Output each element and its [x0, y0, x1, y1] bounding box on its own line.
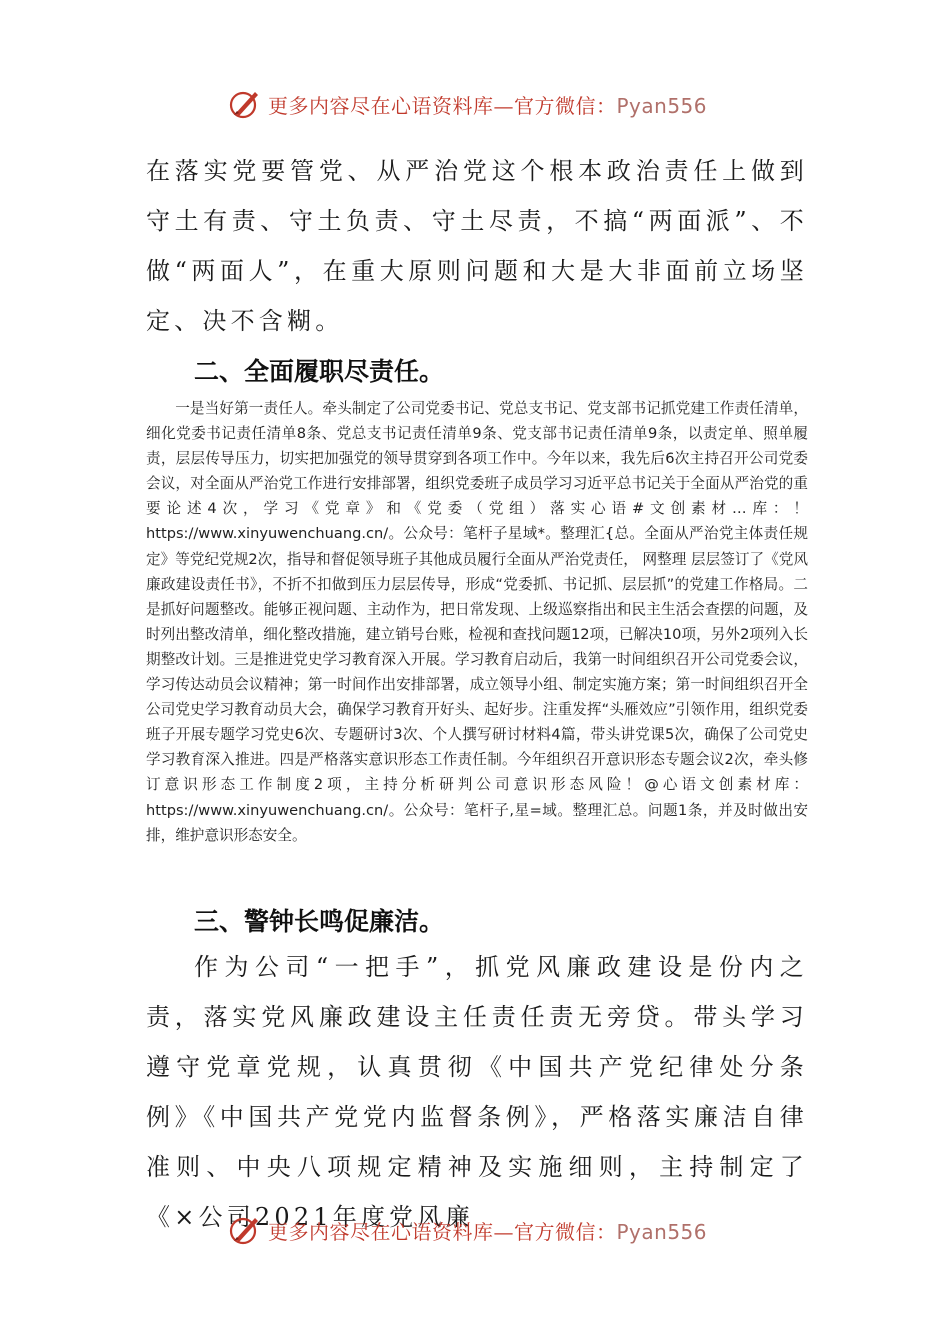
header-watermark-banner [228, 84, 748, 124]
banner-text: 更多内容尽在心语资料库—官方微信：Pyan556 [268, 93, 708, 118]
section-heading-2: 二、全面履职尽责任。 [194, 357, 445, 386]
section-2-body: 一是当好第一责任人。牵头制定了公司党委书记、党总支书记、党支部书记抓党建工作责任清单，细化党委书记责任清单8条、党总支书记责任清单9条、党支部书记责任清单9条，以责定单、照单履责，层层传导压力，切实把加强党的领导贯穿到各项工作中。今年以来，我先后6次主持召开公司党委会议，对全面从严治党工作进行安排部署，组织党委班子成员学习习近平总书记关于全面从严治党的重要论述4次，学习《党章》和《党委（党组）落实心语#文创素材…库：！https://www.xinyuwenchuang.cn/。公众号：笔杆子星域*。整理汇{总。全面从严治党主体责任规定》等党纪党规2次，指导和督促领导班子其他成员履行全面从严治党责任， 网整理 层层签订了《党风廉政建设责任书》，不折不扣做到压力层层传导，形成“党委抓、书记抓、层层抓”的党建工作格局。二是抓好问题整改。能够正视问题、主动作为，把日常发现、上级巡察指出和民主生活会查摆的问题，及时列出整改清单，细化整改措施，建立销号台账，检视和查找问题12项，已解决10项，另外2项列入长期整改计划。三是推进党史学习教育深入开展。学习教育启动后，我第一时间组织召开公司党委会议，学习传达动员会议精神；第一时间作出安排部署，成立领导小组、制定实施方案；第一时间组织召开全公司党史学习教育动员大会，确保学习教育开好头、起好步。注重发挥“头雁效应”引领作用，组织党委班子开展专题学习党史6次、专题研讨3次、个人撰写研讨材料4篇，带头讲党课5次，确保了公司党史学习教育深入推进。四是严格落实意识形态工作责任制。今年组织召开意识形态专题会议2次，牵头修订意识形态工作制度2项，主持分析研判公司意识形态风险！@心语文创素材库：https://www.xinyuwenchuang.cn/。公众号：笔杆子,星=域。整理汇总。问题1条，并及时做出安排，维护意识形态安全。 [146, 400, 808, 844]
footer-watermark-banner [228, 1210, 748, 1250]
wechat-id: Pyan556 [616, 1219, 708, 1244]
wechat-id: Pyan556 [616, 93, 708, 118]
section-heading-3: 三、警钟长鸣促廉洁。 [194, 907, 445, 936]
intro-paragraph: 在落实党要管党、从严治党这个根本政治责任上做到守土有责、守土负责、守土尽责，不搞“两面派”、不做“两面人”，在重大原则问题和大是大非面前立场坚定、决不含糊。 [146, 157, 808, 335]
banner-text: 更多内容尽在心语资料库—官方微信：Pyan556 [268, 1219, 708, 1244]
pen-logo-icon [228, 1213, 262, 1247]
pen-logo-icon [228, 87, 262, 121]
section-3-body: 作为公司“一把手”，抓党风廉政建设是份内之责，落实党风廉政建设主任责任责无旁贷。带头学习遵守党章党规，认真贯彻《中国共产党纪律处分条例》《中国共产党党内监督条例》，严格落实廉洁自律准则、中央八项规定精神及实施细则，主持制定了《×公司2021年度党风廉 [146, 953, 808, 1231]
